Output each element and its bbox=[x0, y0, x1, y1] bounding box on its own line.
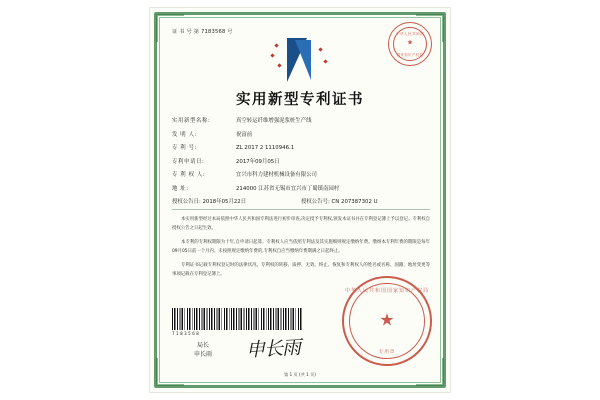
field-row bbox=[172, 116, 430, 124]
field-value: 2017年09月05日 bbox=[236, 158, 280, 165]
grant-number-label: 授权公告号: bbox=[301, 199, 330, 205]
field-row bbox=[172, 184, 430, 192]
field-label: 发 明 人: bbox=[172, 131, 198, 138]
grant-date-label: 授权公告日: bbox=[172, 199, 201, 205]
top-right-red-seal bbox=[388, 22, 432, 66]
grant-number-value: CN 207387302 U bbox=[331, 199, 378, 205]
grant-number bbox=[301, 197, 430, 205]
field-value: 祝富前 bbox=[236, 131, 253, 138]
signer-role-line1: 局长 bbox=[197, 342, 210, 349]
patent-office-emblem-icon bbox=[269, 38, 331, 84]
field-value: 宜兴市科力建材机械设备有限公司 bbox=[236, 172, 317, 178]
field-row bbox=[172, 143, 430, 151]
top-seal-upper-text: 中华人民共和国 bbox=[396, 32, 424, 36]
grant-date-value: 2018年05月22日 bbox=[202, 199, 247, 205]
star-icon: ★ bbox=[379, 310, 395, 331]
official-red-seal bbox=[342, 276, 432, 366]
body-paragraph: 本实用新型经过本局依照中华人民共和国专利法进行初步审查,决定授予专利权,颁发本证书并在专利登记簿上予以登记。专利权自授权公告之日起生效。 bbox=[172, 217, 430, 231]
star-icon: ★ bbox=[406, 38, 414, 47]
field-label: 专 利 号: bbox=[172, 145, 198, 151]
body-paragraph: 本专利的专利权期限为十年,自申请日起算。专利权人应当依照专利法及其实施细则规定缴纳年费。缴纳本专利年费的期限是每年09月05日前一个月内。未按照规定缴纳年费的,专利权自应当缴纳年费期满之日起终止。 bbox=[172, 240, 430, 254]
grant-date bbox=[172, 197, 301, 205]
body-paragraph: 专利证书记载专利权登记时的法律状况。专利权的转移、质押、无效、终止、恢复和专利权人的姓名或名称、国籍、地址变更等事项记载在专利登记簿上。 bbox=[172, 263, 430, 277]
main-seal-upper-text: 中华人民共和国国家知识产权局 bbox=[344, 288, 429, 294]
signer-role-label bbox=[194, 341, 212, 359]
divider bbox=[172, 209, 430, 210]
top-seal-lower-text: 国家知识产权局 bbox=[396, 53, 424, 57]
field-value: 真空转运纤维增强泥浆桩生产线 bbox=[236, 118, 312, 124]
field-label: 专利申请日: bbox=[172, 158, 205, 165]
field-label: 专 利 权 人: bbox=[172, 172, 206, 178]
emblem-sail-right bbox=[295, 40, 311, 80]
barcode bbox=[172, 308, 302, 330]
signer-role-line2: 申长雨 bbox=[194, 351, 213, 358]
grant-announcement-row bbox=[172, 197, 430, 205]
field-label: 地 址: bbox=[172, 185, 189, 192]
barcode-number: 7183568 bbox=[172, 331, 201, 336]
handwritten-signature: 申长雨 bbox=[245, 336, 301, 362]
certificate-number: 证 书 号 第 7183568 号 bbox=[172, 29, 233, 35]
field-row bbox=[172, 157, 430, 165]
main-seal-lower-text: 专用章 bbox=[378, 350, 396, 355]
field-row bbox=[172, 170, 430, 178]
legal-body-text bbox=[172, 216, 430, 285]
page-indicator: 第 1 页 (共 1 页) bbox=[283, 372, 316, 377]
field-value: 214000 江苏省无锡市宜兴市丁蜀镇南园村 bbox=[236, 185, 340, 192]
field-label: 实用新型名称: bbox=[172, 118, 211, 124]
page-title: 实用新型专利证书 bbox=[236, 92, 364, 108]
patent-certificate-document bbox=[150, 8, 450, 392]
field-row bbox=[172, 130, 430, 138]
field-value: ZL 2017 2 1110946.1 bbox=[236, 145, 295, 151]
patent-fields-list bbox=[172, 116, 430, 216]
